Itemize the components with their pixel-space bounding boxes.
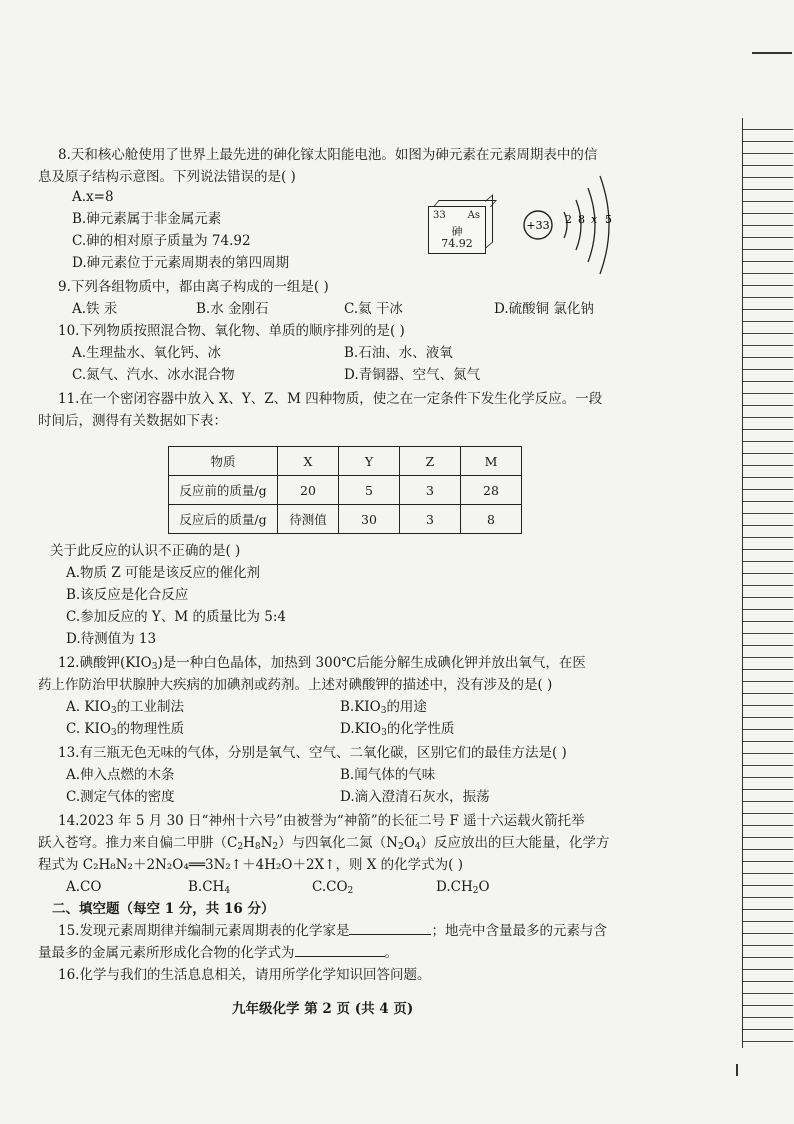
q14-option-d	[436, 878, 490, 900]
q8-option-c: C.砷的相对原子质量为 74.92	[72, 233, 251, 249]
table-cell: 反应后的质量/g	[169, 505, 278, 534]
q12-stem-line1	[58, 654, 586, 676]
option-subscript: 3	[381, 728, 387, 738]
table-row	[169, 476, 522, 505]
page-footer: 九年级化学 第 2 页 (共 4 页)	[232, 1001, 414, 1017]
margin-tick	[736, 1064, 738, 1076]
element-name: 砷	[451, 225, 463, 238]
q15-stem-line2	[38, 944, 398, 962]
q11-stem-line2: 时间后，测得有关数据如下表：	[38, 413, 227, 429]
q11-option-c: C.参加反应的 Y、M 的质量比为 5:4	[66, 609, 286, 625]
table-cell: 待测值	[278, 505, 339, 534]
q16-stem: 16.化学与我们的生活息息相关，请用所学化学知识回答问题。	[58, 967, 431, 983]
q13-option-b: B.闻气体的气味	[340, 767, 436, 783]
option-subscript: 4	[224, 886, 231, 896]
option-text: 的工业制法	[116, 699, 185, 715]
table-header-cell: Z	[400, 447, 461, 476]
q11-option-b: B.该反应是化合反应	[66, 587, 189, 603]
shell-electrons-4: 5	[605, 213, 612, 226]
q14-option-c	[312, 878, 353, 900]
q8-option-a: A.x=8	[72, 189, 114, 205]
q14-subscript: 8	[254, 842, 261, 852]
shell-electrons-1: 2	[565, 213, 572, 226]
q14-option-b	[188, 878, 230, 900]
table-cell: 20	[278, 476, 339, 505]
q15-text: 量最多的金属元素所形成化合物的化学式为	[38, 945, 295, 961]
q10-option-a: A.生理盐水、氧化钙、冰	[72, 345, 222, 361]
q12-option-b	[340, 698, 427, 720]
q13-stem: 13.有三瓶无色无味的气体，分别是氧气、空气、二氧化碳，区别它们的最佳方法是( )	[58, 745, 567, 761]
q8-stem-line2: 息及原子结构示意图。下列说法错误的是( )	[38, 169, 296, 185]
q15-text: 。	[384, 945, 398, 961]
option-text: D.CH	[436, 879, 473, 895]
q13-option-c: C.测定气体的密度	[66, 789, 175, 805]
table-header-cell: X	[278, 447, 339, 476]
q10-stem: 10.下列物质按照混合物、氧化物、单质的顺序排列的是( )	[58, 323, 405, 339]
q14-text: ）与四氧化二氮（N	[278, 835, 398, 851]
table-cell: 28	[461, 476, 522, 505]
option-text: 的物理性质	[116, 721, 185, 737]
option-text: D.KIO	[340, 721, 382, 737]
atomic-number: 33	[433, 210, 446, 221]
option-subscript: 3	[380, 706, 387, 716]
nucleus-charge: +33	[526, 219, 550, 232]
option-subscript: 2	[347, 886, 354, 896]
element-card-arsenic	[428, 206, 486, 254]
q14-stem-line1: 14.2023 年 5 月 30 日“神州十六号”由被誉为“神箭”的长征二号 F 遥十六运载火箭托举	[58, 813, 585, 829]
q12-stem-line2: 药上作防治甲状腺肿大疾病的加碘剂或药剂。上述对碘酸钾的描述中，没有涉及的是( )	[38, 677, 553, 693]
q14-text: 跃入苍穹。推力来自偏二甲肼（C	[38, 835, 238, 851]
q9-option-a: A.铁 汞	[72, 301, 118, 317]
element-symbol: As	[467, 210, 480, 221]
q9-option-b: B.水 金刚石	[196, 301, 269, 317]
q14-stem-line3: 程式为 C₂H₈N₂＋2N₂O₄══3N₂↑＋4H₂O＋2X↑，则 X 的化学式为( )	[38, 857, 463, 873]
table-header-cell: Y	[339, 447, 400, 476]
q13-option-a: A.伸入点燃的木条	[66, 767, 175, 783]
q12-text: )是一种白色晶体，加热到 300℃后能分解生成碘化钾并放出氧气，在医	[157, 655, 586, 671]
option-subscript: 3	[110, 728, 117, 738]
q14-text: N	[260, 835, 273, 851]
q8-option-d: D.砷元素位于元素周期表的第四周期	[72, 255, 290, 271]
q14-option-a: A.CO	[66, 879, 102, 895]
table-header-cell: M	[461, 447, 522, 476]
q9-option-d: D.硫酸铜 氯化钠	[494, 301, 594, 317]
q10-option-c: C.氮气、汽水、冰水混合物	[72, 367, 235, 383]
q10-option-b: B.石油、水、液氧	[344, 345, 453, 361]
table-cell: 3	[400, 505, 461, 534]
option-text: C.CO	[312, 879, 348, 895]
table-header-cell: 物质	[169, 447, 278, 476]
q8-option-b: B.砷元素属于非金属元素	[72, 211, 222, 227]
q15-text: ；地壳中含量最多的元素与含	[431, 923, 607, 939]
q14-subscript: 2	[397, 842, 404, 852]
q12-subscript: 3	[151, 662, 158, 672]
option-text: 的化学性质	[386, 721, 455, 737]
option-subscript: 2	[472, 886, 479, 896]
table-header-row	[169, 447, 522, 476]
atomic-structure-diagram	[518, 168, 628, 278]
q14-subscript: 2	[237, 842, 244, 852]
answer-blank-2[interactable]	[295, 956, 385, 957]
margin-lined-strip	[742, 118, 793, 1048]
q15-text: 15.发现元素周期律并编制元素周期表的化学家是	[58, 923, 350, 939]
option-text: B.CH	[188, 879, 225, 895]
q9-stem: 9.下列各组物质中，都由离子构成的一组是( )	[58, 279, 329, 295]
q8-stem-line1: 8.天和核心舱使用了世界上最先进的砷化镓太阳能电池。如图为砷元素在元素周期表中的信	[58, 147, 598, 163]
q11-stem-line1: 11.在一个密闭容器中放入 X、Y、Z、M 四种物质，使之在一定条件下发生化学反应。一段	[58, 391, 603, 407]
shell-electrons-3: x	[591, 213, 598, 226]
table-cell: 30	[339, 505, 400, 534]
q11-stem-2: 关于此反应的认识不正确的是( )	[50, 543, 241, 559]
q12-text: 12.碘酸钾(KIO	[58, 655, 152, 671]
option-text: 的用途	[386, 699, 427, 715]
table-row	[169, 505, 522, 534]
q14-stem-line2	[38, 834, 610, 856]
q14-text: O	[403, 835, 415, 851]
q11-option-a: A.物质 Z 可能是该反应的催化剂	[66, 565, 261, 581]
table-cell: 3	[400, 476, 461, 505]
q14-subscript: 4	[414, 842, 421, 852]
q9-option-c: C.氦 干冰	[344, 301, 403, 317]
q15-stem-line1	[58, 922, 607, 940]
atomic-mass: 74.92	[441, 237, 473, 250]
option-text: A. KIO	[66, 699, 111, 715]
table-cell: 8	[461, 505, 522, 534]
q14-text: H	[243, 835, 255, 851]
mass-data-table	[168, 446, 522, 534]
q12-option-c	[66, 720, 184, 742]
shell-electrons-2: 8	[578, 213, 585, 226]
option-text: O	[478, 879, 490, 895]
q13-option-d: D.滴入澄清石灰水，振荡	[340, 789, 490, 805]
margin-dash	[752, 52, 792, 54]
q14-subscript: 2	[272, 842, 279, 852]
q11-option-d: D.待测值为 13	[66, 631, 157, 647]
q12-option-d	[340, 720, 454, 742]
q14-text: ）反应放出的巨大能量，化学方	[420, 835, 610, 851]
option-text: B.KIO	[340, 699, 381, 715]
q12-option-a	[66, 698, 184, 720]
option-text: C. KIO	[66, 721, 111, 737]
table-cell: 反应前的质量/g	[169, 476, 278, 505]
option-subscript: 3	[110, 706, 117, 716]
q10-option-d: D.青铜器、空气、氮气	[344, 367, 481, 383]
answer-blank-1[interactable]	[349, 934, 431, 935]
table-cell: 5	[339, 476, 400, 505]
section-heading-fill-blank: 二、填空题（每空 1 分，共 16 分）	[52, 901, 275, 917]
